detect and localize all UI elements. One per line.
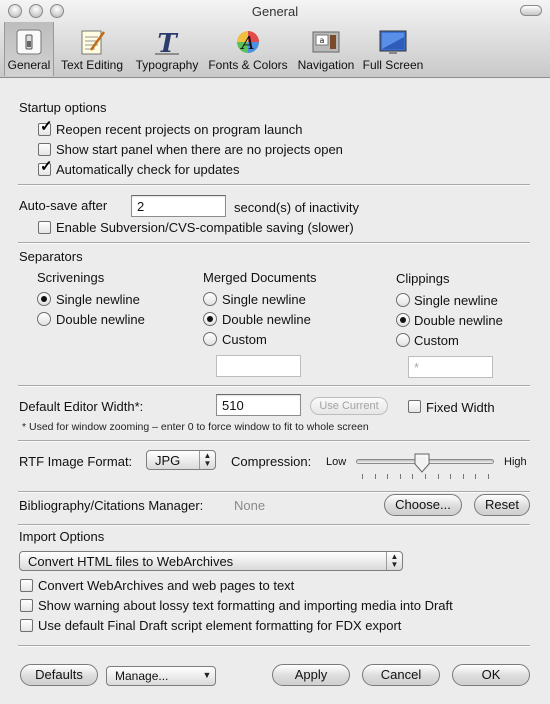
slider-tick	[450, 474, 451, 479]
notepad-icon	[77, 28, 107, 56]
slider-tick	[438, 474, 439, 479]
merged-custom-radio[interactable]	[203, 332, 217, 346]
slider-tick	[412, 474, 413, 479]
cancel-button[interactable]: Cancel	[362, 664, 440, 686]
startup-heading: Startup options	[19, 100, 107, 115]
radio-selected-dot	[41, 296, 47, 302]
toolbar-item-full-screen[interactable]: Full Screen	[362, 22, 424, 76]
merged-double-label: Double newline	[222, 312, 311, 327]
reopen-projects-label: Reopen recent projects on program launch	[56, 122, 303, 137]
separators-heading: Separators	[19, 249, 83, 264]
manage-popup[interactable]	[106, 666, 216, 686]
scrivenings-double-radio[interactable]	[37, 312, 51, 326]
toolbar-item-fonts-colors[interactable]: A Fonts & Colors	[206, 22, 290, 76]
start-panel-label: Show start panel when there are no projects open	[56, 142, 343, 157]
reset-bibliography-button[interactable]: Reset	[474, 494, 530, 516]
slider-tick	[425, 474, 426, 479]
radio-selected-dot	[400, 317, 406, 323]
editor-width-label: Default Editor Width*:	[19, 399, 144, 414]
divider	[18, 242, 530, 244]
rtf-format-value: JPG	[155, 453, 181, 468]
merged-heading: Merged Documents	[203, 270, 317, 285]
toolbar-toggle-button[interactable]	[520, 5, 542, 16]
slider-tick	[387, 474, 388, 479]
merged-double-radio[interactable]	[203, 312, 217, 326]
svg-text:T: T	[157, 29, 177, 56]
scrivenings-double-label: Double newline	[56, 312, 145, 327]
merged-custom-input[interactable]	[216, 355, 301, 377]
popup-arrows-icon: ▲ ▼	[199, 451, 215, 469]
toolbar-item-general[interactable]: General	[4, 22, 54, 76]
use-current-button[interactable]: Use Current	[310, 397, 388, 415]
fdx-formatting-checkbox[interactable]	[20, 619, 33, 632]
clippings-single-radio[interactable]	[396, 293, 410, 307]
popup-arrows-icon: ▲ ▼	[386, 552, 402, 570]
clippings-custom-input[interactable]: *	[408, 356, 493, 378]
toolbar-item-text-editing[interactable]: Text Editing	[56, 22, 128, 76]
lossy-warning-label: Show warning about lossy text formatting and importing media into Draft	[38, 598, 453, 613]
scrivenings-heading: Scrivenings	[37, 270, 105, 285]
divider	[18, 524, 530, 526]
checkmark-icon: ✓	[40, 118, 53, 135]
slider-tick	[362, 474, 363, 479]
full-screen-icon	[378, 28, 408, 56]
merged-single-radio[interactable]	[203, 292, 217, 306]
typography-icon	[152, 28, 182, 56]
ok-button[interactable]: OK	[452, 664, 530, 686]
clippings-double-label: Double newline	[414, 313, 503, 328]
svn-saving-label: Enable Subversion/CVS-compatible saving (slower)	[56, 220, 354, 235]
check-updates-label: Automatically check for updates	[56, 162, 240, 177]
start-panel-checkbox[interactable]	[38, 143, 51, 156]
divider	[18, 440, 530, 442]
fixed-width-checkbox[interactable]	[408, 400, 421, 413]
slider-tick	[488, 474, 489, 479]
title-bar	[0, 0, 550, 22]
html-import-popup[interactable]	[19, 551, 403, 571]
svn-saving-checkbox[interactable]	[38, 221, 51, 234]
slider-tick	[463, 474, 464, 479]
compression-slider-thumb[interactable]	[413, 453, 431, 473]
slider-tick	[375, 474, 376, 479]
window-chrome	[0, 0, 550, 78]
font-color-icon	[233, 28, 263, 56]
defaults-button[interactable]: Defaults	[20, 664, 98, 686]
merged-single-label: Single newline	[222, 292, 306, 307]
bibliography-label: Bibliography/Citations Manager:	[19, 498, 204, 513]
convert-webarchives-checkbox[interactable]	[20, 579, 33, 592]
convert-webarchives-label: Convert WebArchives and web pages to text	[38, 578, 295, 593]
switch-icon	[14, 28, 44, 56]
slider-tick	[400, 474, 401, 479]
choose-bibliography-button[interactable]: Choose...	[384, 494, 462, 516]
reopen-projects-checkbox[interactable]	[38, 118, 53, 136]
clippings-custom-radio[interactable]	[396, 333, 410, 347]
general-pane	[0, 78, 550, 704]
divider	[18, 645, 530, 647]
editor-width-note: * Used for window zooming – enter 0 to force window to fit to whole screen	[22, 421, 369, 433]
editor-width-input[interactable]: 510	[216, 394, 301, 416]
toolbar-item-typography[interactable]: T Typography	[135, 29, 199, 72]
clippings-single-label: Single newline	[414, 293, 498, 308]
toolbar-item-navigation[interactable]: a Navigation	[294, 22, 358, 76]
svg-text:A: A	[241, 33, 255, 54]
window-title: General	[251, 4, 299, 19]
autosave-label: Auto-save after	[19, 198, 108, 213]
scrivenings-single-radio[interactable]	[37, 292, 51, 306]
divider	[18, 184, 530, 186]
apply-button[interactable]: Apply	[272, 664, 350, 686]
chevron-down-icon: ▼	[202, 670, 212, 680]
rtf-format-label: RTF Image Format:	[19, 454, 133, 469]
divider	[18, 385, 530, 387]
lossy-warning-checkbox[interactable]	[20, 599, 33, 612]
fixed-width-label: Fixed Width	[426, 400, 495, 415]
merged-custom-label: Custom	[222, 332, 267, 347]
compression-label: Compression:	[231, 454, 312, 469]
divider	[18, 491, 530, 493]
check-updates-checkbox[interactable]	[38, 158, 53, 176]
clippings-custom-label: Custom	[414, 333, 459, 348]
slider-tick	[475, 474, 476, 479]
navigation-icon	[311, 28, 341, 56]
checkmark-icon: ✓	[40, 158, 53, 175]
clippings-double-radio[interactable]	[396, 313, 410, 327]
clippings-heading: Clippings	[396, 271, 450, 286]
radio-selected-dot	[207, 316, 213, 322]
rtf-format-popup[interactable]	[146, 450, 216, 470]
fdx-formatting-label: Use default Final Draft script element formatting for FDX export	[38, 618, 402, 633]
html-import-value: Convert HTML files to WebArchives	[28, 554, 234, 569]
scrivenings-single-label: Single newline	[56, 292, 140, 307]
compression-high-label: High	[504, 456, 527, 468]
autosave-suffix: second(s) of inactivity	[234, 200, 359, 215]
autosave-seconds-input[interactable]: 2	[131, 195, 226, 217]
manage-label: Manage...	[115, 669, 169, 683]
svg-text:a: a	[319, 36, 325, 45]
compression-low-label: Low	[326, 456, 347, 468]
import-heading: Import Options	[19, 529, 105, 544]
bibliography-value: None	[234, 498, 266, 513]
